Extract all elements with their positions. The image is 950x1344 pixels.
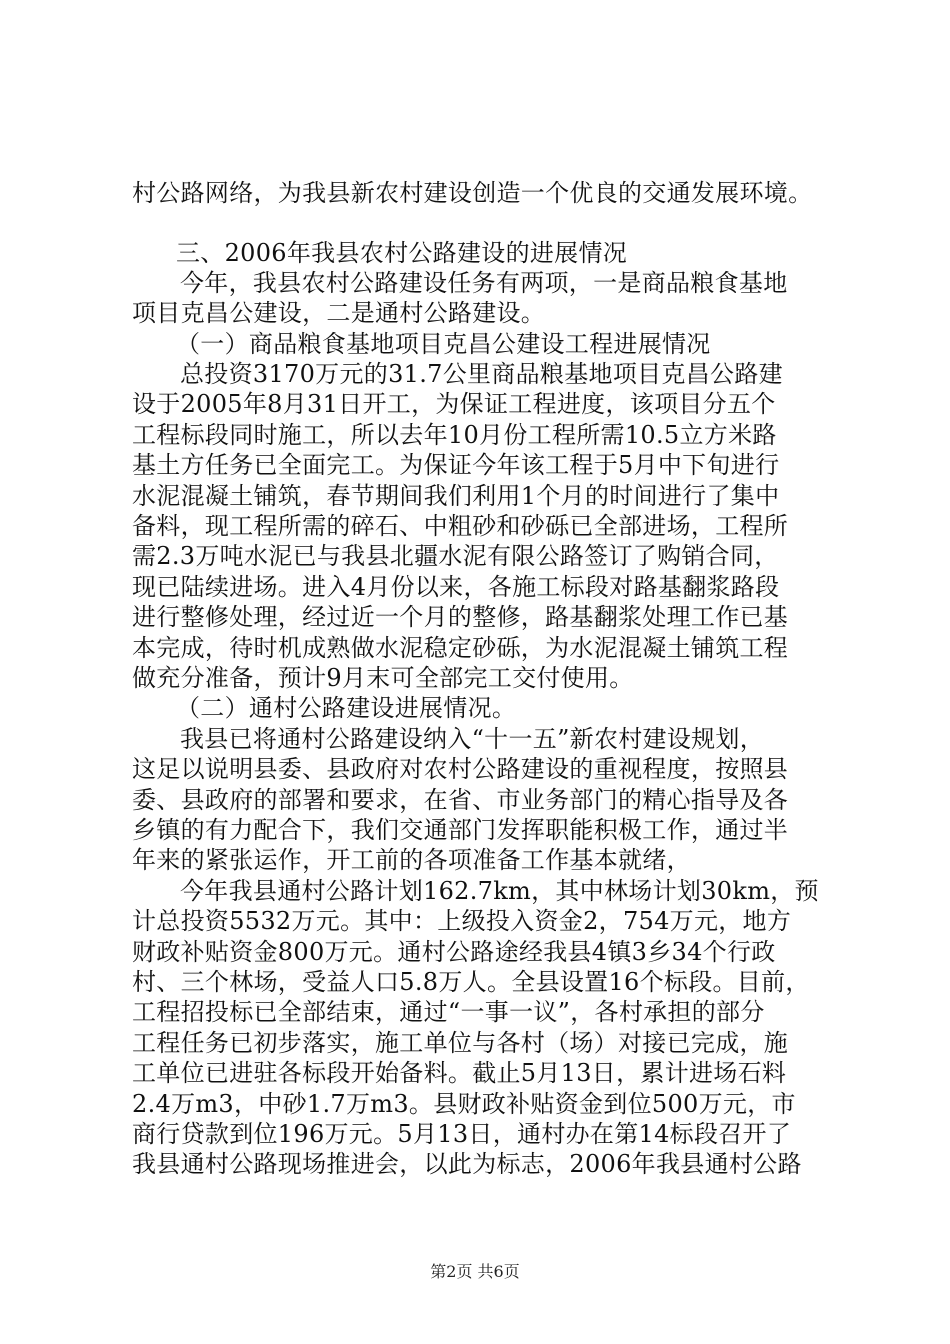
text-line: 水泥混凝土铺筑，春节期间我们利用1个月的时间进行了集中 xyxy=(132,482,780,510)
text-line: 我县通村公路现场推进会，以此为标志，2006年我县通村公路 xyxy=(132,1150,802,1178)
text-line: 我县已将通村公路建设纳入“十一五”新农村建设规划， xyxy=(180,725,765,753)
text-line: 进行整修处理，经过近一个月的整修，路基翻浆处理工作已基 xyxy=(132,603,789,631)
text-line: 工单位已进驻各标段开始备料。截止5月13日，累计进场石料 xyxy=(132,1059,787,1087)
text-line: 工程标段同时施工，所以去年10月份工程所需10.5立方米路 xyxy=(132,421,777,449)
text-line: 商行贷款到位196万元。5月13日，通村办在第14标段召开了 xyxy=(132,1120,792,1148)
text-line: 今年，我县农村公路建设任务有两项，一是商品粮食基地 xyxy=(180,269,788,297)
text-line: 年来的紧张运作，开工前的各项准备工作基本就绪， xyxy=(132,846,691,874)
text-line: 备料，现工程所需的碎石、中粗砂和砂砾已全部进场，工程所 xyxy=(132,512,789,540)
text-line: 乡镇的有力配合下，我们交通部门发挥职能积极工作，通过半 xyxy=(132,816,789,844)
subsection-heading: （一）商品粮食基地项目克昌公建设工程进展情况 xyxy=(176,330,711,358)
text-line: 财政补贴资金800万元。通村公路途经我县4镇3乡34个行政 xyxy=(132,938,776,966)
subsection-heading: （二）通村公路建设进展情况。 xyxy=(176,694,517,722)
text-line: 基土方任务已全面完工。为保证今年该工程于5月中下旬进行 xyxy=(132,451,780,479)
text-line: 委、县政府的部署和要求，在省、市业务部门的精心指导及各 xyxy=(132,786,789,814)
text-line: 这足以说明县委、县政府对农村公路建设的重视程度，按照县 xyxy=(132,755,789,783)
text-line: 村公路网络，为我县新农村建设创造一个优良的交通发展环境。 xyxy=(132,179,813,207)
text-line: 需2.3万吨水泥已与我县北疆水泥有限公路签订了购销合同， xyxy=(132,542,779,570)
text-line: 工程任务已初步落实，施工单位与各村（场）对接已完成，施 xyxy=(132,1029,789,1057)
text-line: 2.4万m3，中砂1.7万m3。县财政补贴资金到位500万元，市 xyxy=(132,1090,796,1118)
text-line: 工程招投标已全部结束，通过“一事一议”，各村承担的部分 xyxy=(132,998,765,1026)
text-line: 做充分准备，预计9月末可全部完工交付使用。 xyxy=(132,664,634,692)
text-line: 总投资3170万元的31.7公里商品粮基地项目克昌公路建 xyxy=(180,360,783,388)
text-line: 本完成，待时机成熟做水泥稳定砂砾，为水泥混凝土铺筑工程 xyxy=(132,634,789,662)
text-line: 今年我县通村公路计划162.7km，其中林场计划30km，预 xyxy=(180,877,819,905)
section-heading: 三、2006年我县农村公路建设的进展情况 xyxy=(176,239,628,267)
text-line: 村、三个林场，受益人口5.8万人。全县设置16个标段。目前， xyxy=(132,968,810,996)
text-line: 项目克昌公建设，二是通村公路建设。 xyxy=(132,299,546,327)
page-number: 第2页 共6页 xyxy=(430,1262,520,1281)
text-line: 现已陆续进场。进入4月份以来，各施工标段对路基翻浆路段 xyxy=(132,573,780,601)
text-line: 设于2005年8月31日开工，为保证工程进度，该项目分五个 xyxy=(132,390,776,418)
text-line: 计总投资5532万元。其中：上级投入资金2，754万元，地方 xyxy=(132,907,792,935)
